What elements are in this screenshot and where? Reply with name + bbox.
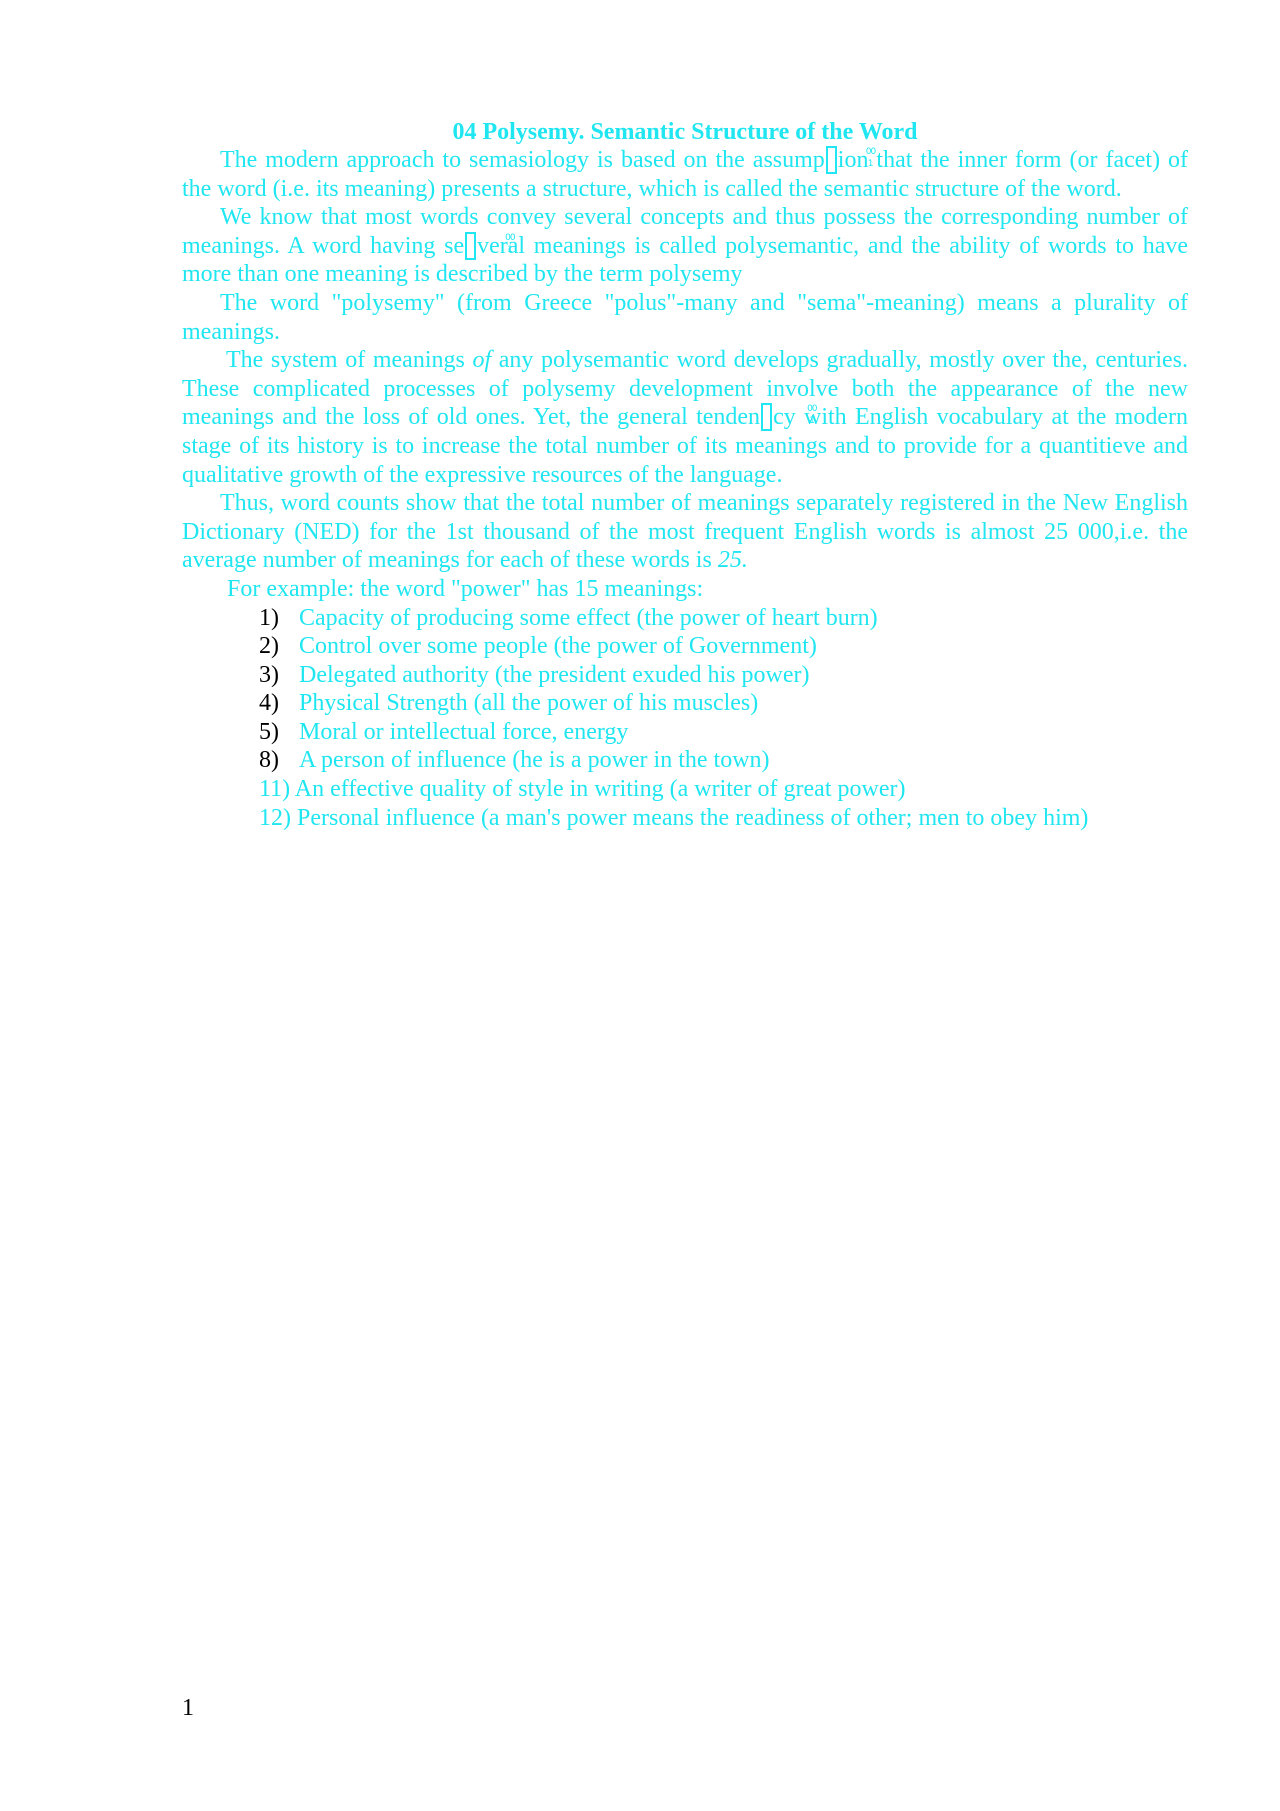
list-item-text: A person of influence (he is a power in the town) — [299, 747, 770, 774]
list-item-number: 4) — [259, 690, 279, 717]
list-item-text: Personal influence (a man's power means the readiness of other; men to obey him) — [297, 804, 1089, 831]
list-item — [182, 718, 1188, 747]
paragraph-text: cy with English vocabulary at the modern stage of its history is to increase the total number of its meanings and to provide for a quantitieve and qualitative growth of the expressive resources of the language. — [182, 404, 1188, 488]
meanings-list — [182, 604, 1188, 833]
paragraph-polysemy-etymology: The word "polysemy" (from Greece "polus"-many and "sema"-meaning) means a plurality of meanings. — [182, 289, 1188, 345]
paragraph-text: The modern approach to semasiology is based on the assump — [220, 147, 825, 173]
missing-glyph-icon — [826, 146, 837, 174]
paragraph-polysemantic — [182, 203, 1188, 289]
list-item-text: Control over some people (the power of Government) — [299, 633, 817, 660]
list-item — [182, 804, 1188, 833]
example-intro: For example: the word "power" has 15 meanings: — [227, 575, 704, 602]
document-body — [182, 118, 1188, 832]
list-item-number: 12) — [259, 804, 291, 831]
list-item-number: 3) — [259, 661, 279, 688]
paragraph-text: Thus, word counts show that the total number of meanings separately registered in the New English Dictionary (NED) for the 1st thousand of the most frequent English words is almost 25 000,i.e. the average number of meanings for each of these words is — [182, 490, 1188, 574]
list-item-text: Delegated authority (the president exuded his power) — [299, 661, 810, 688]
paragraph-system-of-meanings — [182, 346, 1188, 489]
paragraph-semasiology — [182, 146, 1188, 203]
list-item — [182, 661, 1188, 690]
list-item — [182, 632, 1188, 661]
list-item-number: 5) — [259, 718, 279, 745]
list-item-number: 8) — [259, 747, 279, 774]
paragraph-emphasis: 25. — [717, 547, 748, 574]
list-item — [182, 775, 1188, 804]
paragraph-text: any polysemantic word develops gradually, mostly over the, centuries. These complicated processes of polysemy development involve both the appearance of the new meanings and the loss of old ones. Yet, the general tenden — [182, 347, 1189, 431]
paragraph-word-counts — [182, 489, 1188, 575]
paragraph-text: veral meanings is called polysemantic, and the ability of words to have more than one meaning is described by the term polysemy — [182, 232, 1188, 288]
list-item-number: 1) — [259, 604, 279, 631]
missing-glyph-icon — [761, 403, 772, 431]
list-item-number: 11) — [259, 776, 291, 803]
list-item-number: 2) — [259, 633, 279, 660]
paragraph-text: We know that most words convey several concepts and thus possess the corresponding number of meanings. A word having se — [182, 204, 1188, 259]
list-item — [182, 604, 1188, 633]
list-item-text: Physical Strength (all the power of his muscles) — [299, 690, 759, 717]
document-title: 04 Polysemy. Semantic Structure of the Word — [452, 119, 918, 145]
list-item-text: Capacity of producing some effect (the power of heart burn) — [299, 604, 878, 631]
paragraph-text: The system of meanings — [226, 347, 473, 374]
paragraph-text: ion that the inner form (or facet) of the word (i.e. its meaning) presents a structure, which is called the semantic structure of the word. — [182, 147, 1189, 202]
list-item-text: An effective quality of style in writing (a writer of great power) — [294, 776, 906, 803]
list-item — [182, 689, 1188, 718]
list-item-text: Moral or intellectual force, energy — [299, 718, 629, 745]
paragraph-emphasis: of — [472, 347, 492, 374]
missing-glyph-icon — [465, 232, 476, 260]
page-number: 1 — [182, 1695, 194, 1721]
list-item — [182, 746, 1188, 775]
